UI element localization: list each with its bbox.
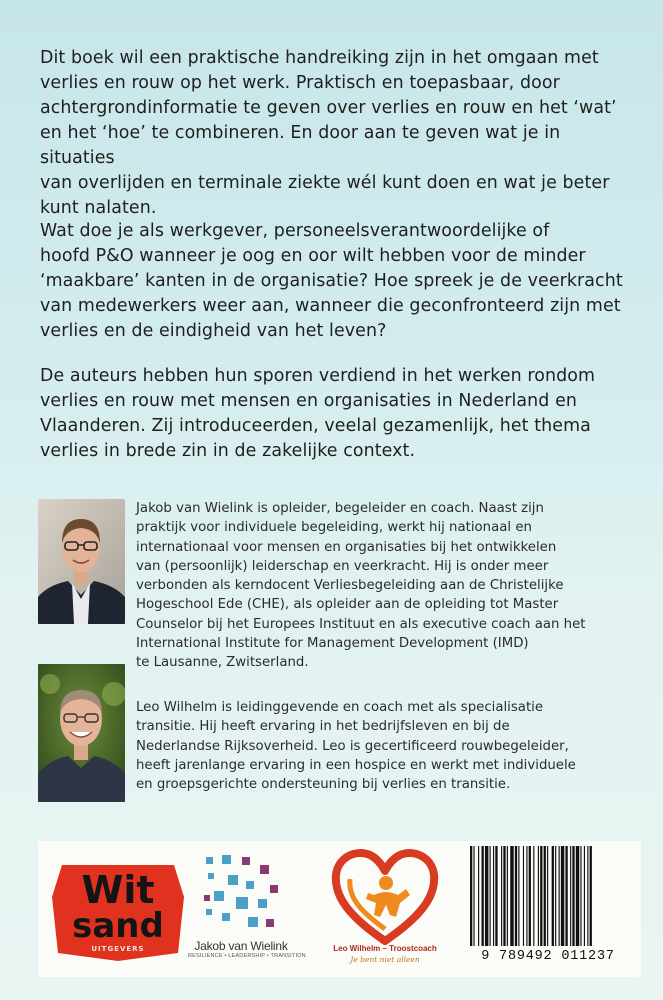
lw-heart-logo xyxy=(330,849,440,949)
barcode-bar xyxy=(490,846,491,946)
barcode-bar xyxy=(559,846,560,946)
barcode-bar xyxy=(576,846,579,946)
barcode-bar xyxy=(473,846,474,946)
blurb-paragraph-1: Dit boek wil een praktische handreiking zijn in het omgaan met verlies en rouw op het werk. Praktisch en toepasbaar, door achtergrondinformatie te geven over verlies en rouw en het ‘wat’ en het ‘hoe’ te combineren. En door aan te geven wat je in situaties van overlijden en terminale ziekte wél kunt doen en wat je beter kunt nalaten. xyxy=(40,48,617,218)
barcode-bar xyxy=(495,846,497,946)
barcode-bar xyxy=(526,846,527,946)
blurb-paragraph-2: Wat doe je als werkgever, personeelsverantwoordelijke of hoofd P&O wanneer je oog en oor wilt hebben voor de minder ‘maakbare’ kanten in de organisatie? Hoe spreek je de veerkracht van medewerkers weer aan, wanneer die geconfronteerd zijn met verlies en de eindigheid van het leven? xyxy=(40,221,623,341)
barcode-bar xyxy=(555,846,556,946)
barcode-bar xyxy=(515,846,517,946)
barcode-bar xyxy=(493,846,494,946)
barcode-bar xyxy=(485,846,488,946)
barcode-bar xyxy=(540,846,542,946)
barcode-bar xyxy=(507,846,508,946)
barcode-bar xyxy=(470,846,472,946)
barcode-bar xyxy=(501,846,502,946)
blurb-paragraph-3: De auteurs hebben hun sporen verdiend in het werken rondom verlies en rouw met mensen en organisaties in Nederland en Vlaanderen. Zij introduceerden, veelal gezamenlijk, het thema verlies in brede zin in de zakelijke context. xyxy=(40,366,596,461)
jvw-logo-mark xyxy=(200,851,284,941)
jvw-logo-name: Jakob van Wielink xyxy=(194,939,288,953)
barcode-bar xyxy=(503,846,505,946)
barcode-bar xyxy=(510,846,513,946)
barcode-bar xyxy=(587,846,588,946)
barcode-bar xyxy=(529,846,531,946)
author-photo-leo xyxy=(38,664,125,802)
jvw-logo-tagline: RESILIENCE • LEADERSHIP • TRANSITION xyxy=(188,953,306,959)
witsand-line1: Wit xyxy=(81,868,155,912)
author-bio-leo: Leo Wilhelm is leidinggevende en coach met als specialisatie transitie. Hij heeft ervaring in het bedrijfsleven en bij de Nederlandse Rijksoverheid. Leo is gecertificeerd rouwbegeleider, heeft jarenlange ervaring in een hospice en werkt met individuele en groepsgerichte ondersteuning bij verlies en transitie. xyxy=(136,700,576,793)
barcode-bar xyxy=(572,846,574,946)
barcode-bar xyxy=(533,846,534,946)
barcode-bar xyxy=(544,846,546,946)
isbn-number: 9 789492 011237 xyxy=(481,949,615,964)
barcode-bar xyxy=(552,846,554,946)
author-photo-jakob xyxy=(38,499,125,624)
barcode-bar xyxy=(478,846,479,946)
barcode-bar xyxy=(590,846,592,946)
barcode-bar xyxy=(482,846,484,946)
witsand-line3: UITGEVERS xyxy=(91,945,145,953)
lw-logo-name: Leo Wilhelm – Troostcoach xyxy=(333,944,437,953)
witsand-logo xyxy=(52,857,184,969)
barcode-bar xyxy=(580,846,581,946)
barcode-bar xyxy=(538,846,539,946)
barcode-bar xyxy=(570,846,571,946)
barcode xyxy=(466,846,632,950)
lw-logo-tagline: Je bent niet alleen xyxy=(350,955,420,964)
barcode-bar xyxy=(547,846,548,946)
barcode-bar xyxy=(561,846,564,946)
barcode-bar xyxy=(584,846,585,946)
barcode-bar xyxy=(518,846,519,946)
barcode-bar xyxy=(565,846,567,946)
barcode-bar xyxy=(523,846,524,946)
witsand-line2: sand xyxy=(72,906,164,946)
author-bio-jakob: Jakob van Wielink is opleider, begeleider en coach. Naast zijn praktijk voor individuele begeleiding, werkt hij nationaal en internationaal voor mensen en organisaties bij het ontwikkelen van (persoonlijk) leiderschap en veerkracht. Hij is onder meer verbonden als kerndocent Verliesbegeleiding aan de Christelijke Hogeschool Ede (CHE), als opleider aan de opleiding tot Master Counselor bij het Europees Instituut en als executive coach aan het International Institute for Management Development (IMD) te Lausanne, Zwitserland. xyxy=(136,501,586,671)
